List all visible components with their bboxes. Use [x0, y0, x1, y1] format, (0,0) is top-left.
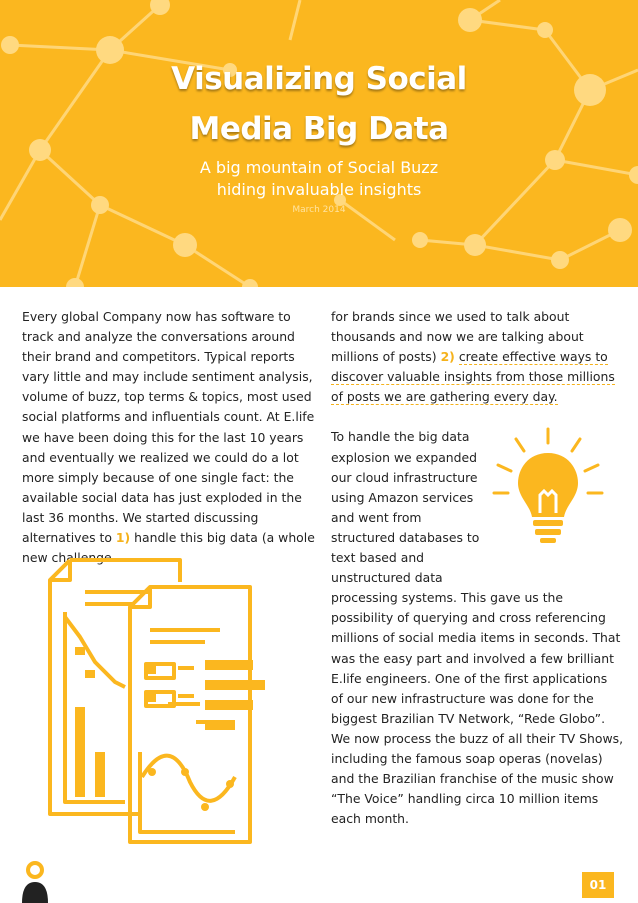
right-paragraph-1 — [331, 307, 623, 407]
right-text-2: To handle the big data explosion we expanded our cloud infrastructure using Amazon services and went from structured databases to text based and unstructured data processing systems. This gave us the possibility of querying and cross referencing millions of social media items in seconds. That was the easy part and involved a few brilliant E.life engineers. One of the first applications of our new infrastructure was done for the biggest Brazilian TV Network, “Rede Globo”. We now process the buzz of all their TV Shows, including the famous soap operas (novelas) and the Brazilian franchise of the music show “The Voice” handling circa 10 million items each month. — [331, 429, 624, 827]
page-number: 01 — [582, 872, 614, 898]
page-title — [0, 54, 638, 154]
subtitle — [0, 157, 638, 201]
highlighted-text: create effective ways to discover valuable insights from those millions of posts we are gathering every day. — [331, 349, 615, 405]
title-line-2: Media Big Data — [189, 111, 449, 147]
subtitle-line-2: hiding invaluable insights — [216, 180, 422, 199]
right-text: for brands since we used to talk about thousands and now we are talking about millions of posts) — [331, 309, 584, 365]
left-text: Every global Company now has software to track and analyze the conversations around their brand and competitors. Typical reports vary little and may include sentiment analysis, volume of buzz, top terms & topics, most used social platforms and influentials count. At E.life we have been doing this for the last 10 years and eventually we realized we could do a lot more simply because of one single fact: the available social data has just exploded in the last 36 months. We started discussing alternatives to — [22, 309, 315, 546]
subtitle-line-1: A big mountain of Social Buzz — [199, 158, 439, 177]
header-banner — [0, 0, 638, 287]
light-bulb-icon — [488, 425, 608, 545]
left-column — [22, 307, 322, 568]
marker-2: 2) — [440, 349, 455, 365]
right-column — [331, 307, 623, 829]
marker-1: 1) — [115, 530, 131, 546]
left-text-end: handle this big data (a whole new challenge — [22, 530, 315, 566]
brand-logo-icon — [20, 860, 50, 903]
title-line-1: Visualizing Social — [171, 61, 467, 97]
left-paragraph — [22, 307, 322, 568]
publish-date: March 2014 — [292, 205, 346, 215]
documents-charts-illustration — [40, 552, 300, 852]
